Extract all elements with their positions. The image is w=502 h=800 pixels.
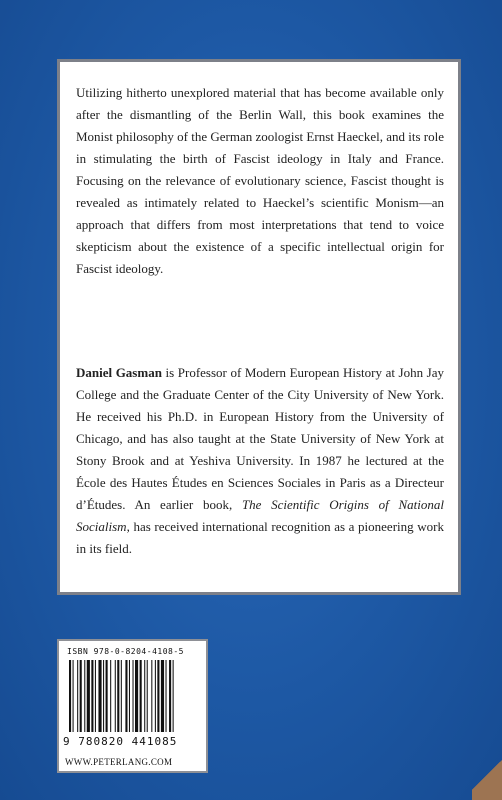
publisher-website: WWW.PETERLANG.COM	[65, 757, 173, 767]
barcode-icon	[69, 660, 197, 732]
author-bio	[76, 362, 444, 560]
earlier-book-title: The Scientific Origins of National Socialism	[76, 497, 445, 534]
author-name: Daniel Gasman	[76, 365, 162, 380]
isbn-label: ISBN 978-0-8204-4108-5	[67, 647, 184, 656]
corner-fold	[472, 750, 502, 800]
author-bio-part2: , has received international recognition as a pioneering work in its field.	[76, 519, 444, 556]
text-panel	[57, 59, 461, 595]
barcode-block	[57, 639, 208, 773]
book-description: Utilizing hitherto unexplored material that has become available only after the dismantling of the Berlin Wall, this book examines the Monist philosophy of the German zoologist Ernst Haeckel, and its role in stimulating the birth of Fascist ideology in Italy and France. Focusing on the relevance of evolutionary science, Fascist thought is revealed as intimately related to Haeckel’s scientific Monism—an approach that differs from most interpretations that tend to voice skepticism about the existence of a specific intellectual origin for Fascist ideology.	[76, 85, 444, 276]
author-bio-part1: is Professor of Modern European History at John Jay College and the Graduate Center of the City University of New York. He received his Ph.D. in European History from the University of Chicago, and has also taught at the State University of New York at Stony Brook and at Yeshiva University. In 1987 he lectured at the École des Hautes Études en Sciences Sociales in Paris as a Directeur d’Études. An earlier book,	[76, 365, 445, 512]
barcode-digits: 9 780820 441085	[63, 735, 178, 748]
